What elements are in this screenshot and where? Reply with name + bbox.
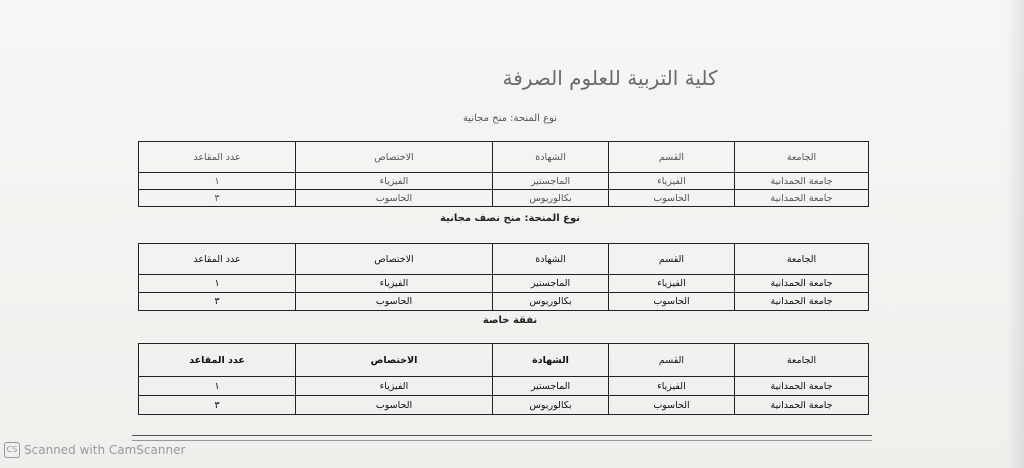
cell-specialization: الفيزياء [296, 377, 493, 396]
cell-seats: ١ [139, 275, 296, 293]
section-1-caption: نوع المنحة: منح مجانية [462, 113, 558, 124]
cell-department: الحاسوب [609, 293, 735, 311]
table-header-row [139, 244, 869, 275]
cell-degree: بكالوريوس [493, 396, 609, 415]
cell-specialization: الحاسوب [296, 190, 493, 207]
cell-seats: ٣ [139, 190, 296, 207]
table-row [139, 275, 869, 293]
header-degree: الشهادة [493, 344, 609, 377]
cell-degree: بكالوريوس [493, 190, 609, 207]
table-row [139, 293, 869, 311]
cell-specialization: الفيزياء [296, 173, 493, 190]
header-specialization: الاختصاص [296, 344, 493, 377]
cell-university: جامعة الحمدانية [735, 396, 869, 415]
header-university: الجامعة [735, 344, 869, 377]
scholarship-table-half-free [138, 243, 869, 311]
cell-seats: ٣ [139, 396, 296, 415]
watermark-text: Scanned with CamScanner [24, 443, 186, 457]
cell-university: جامعة الحمدانية [735, 293, 869, 311]
cell-seats: ٣ [139, 293, 296, 311]
section-2-caption: نوع المنحة: منح نصف مجانية [439, 213, 581, 224]
header-department: القسم [609, 344, 735, 377]
table-header-row [139, 344, 869, 377]
cell-department: الحاسوب [609, 396, 735, 415]
header-seats: عدد المقاعد [139, 244, 296, 275]
page-title: كلية التربية للعلوم الصرفة [502, 66, 718, 90]
header-seats: عدد المقاعد [139, 142, 296, 173]
header-department: القسم [609, 142, 735, 173]
header-specialization: الاختصاص [296, 244, 493, 275]
page-edge-shadow [1006, 0, 1024, 468]
table-row [139, 377, 869, 396]
cell-university: جامعة الحمدانية [735, 190, 869, 207]
header-university: الجامعة [735, 244, 869, 275]
cs-logo-icon: CS [4, 442, 20, 458]
header-degree: الشهادة [493, 244, 609, 275]
cell-university: جامعة الحمدانية [735, 173, 869, 190]
cell-university: جامعة الحمدانية [735, 275, 869, 293]
section-3-caption: نفقة خاصة [482, 315, 538, 326]
cell-department: الفيزياء [609, 377, 735, 396]
scholarship-table-private [138, 343, 869, 415]
footer-rule-thin [132, 440, 872, 441]
cell-department: الفيزياء [609, 173, 735, 190]
cell-seats: ١ [139, 377, 296, 396]
cell-specialization: الحاسوب [296, 396, 493, 415]
footer-rule [132, 435, 872, 436]
header-university: الجامعة [735, 142, 869, 173]
table-row [139, 396, 869, 415]
header-specialization: الاختصاص [296, 142, 493, 173]
cell-department: الحاسوب [609, 190, 735, 207]
table-row [139, 190, 869, 207]
cell-degree: الماجستير [493, 377, 609, 396]
scholarship-table-free [138, 141, 869, 207]
header-seats: عدد المقاعد [139, 344, 296, 377]
cell-degree: بكالوريوس [493, 293, 609, 311]
table-header-row [139, 142, 869, 173]
cell-specialization: الحاسوب [296, 293, 493, 311]
cell-university: جامعة الحمدانية [735, 377, 869, 396]
cell-degree: الماجستير [493, 173, 609, 190]
cell-degree: الماجستير [493, 275, 609, 293]
cell-specialization: الفيزياء [296, 275, 493, 293]
cell-seats: ١ [139, 173, 296, 190]
cell-department: الفيزياء [609, 275, 735, 293]
camscanner-watermark [4, 442, 185, 458]
header-degree: الشهادة [493, 142, 609, 173]
table-row [139, 173, 869, 190]
header-department: القسم [609, 244, 735, 275]
